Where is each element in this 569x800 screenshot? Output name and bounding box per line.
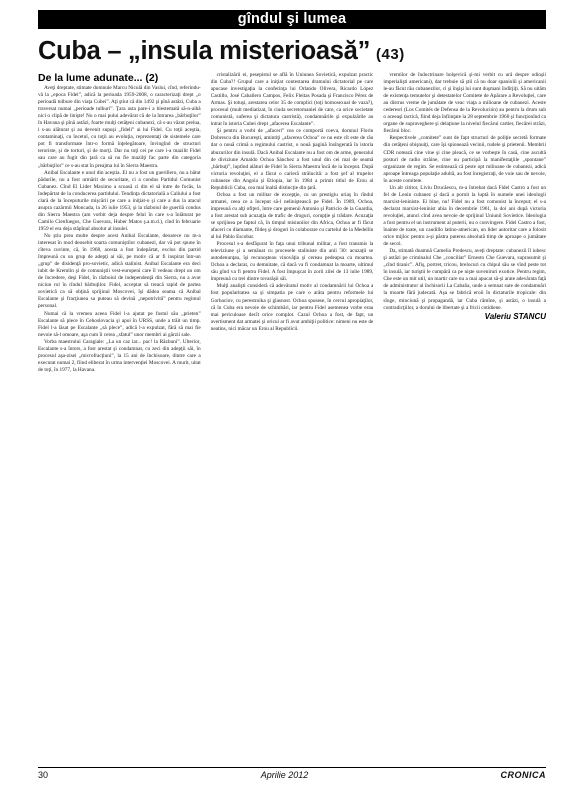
section-title: gîndul şi lumea <box>237 11 347 27</box>
paragraph: Procesul s-a desfăşurat în faţa unui tribunal militar, a fost transmis la televiziune şi a semănat cu procesele staliniste din anii '30: acuzaţii se autodenunţau, îşi recunoşteau vinovăţia şi cereau pedeapsa cu moartea. Ochoa a declarat, cu demnitate, că dacă va fi condamnat la moarte, ultimul său gînd va fi pentru Fidel. A fost împuşcat în zorii zilei de 13 iulie 1989, împreună cu trei dintre tovarăşii săi. <box>210 241 374 283</box>
article-headline <box>38 36 546 66</box>
page-number: 30 <box>38 770 49 780</box>
paragraph: Numai că la vremea aceea Fidel l-a ajutat pe fostul său „prieten” Escalante să plece în Cehoslovacia şi apoi în URSS, unde a trăit un timp. Fidel l-a lăsat pe Escalante „să plece”, adică l-a expulzat, fără să mai fie nevoie să-l omoare, aşa cum îi cerea „sfatul” unor membri ai gărzii sale. <box>38 310 201 338</box>
text-column-1 <box>38 72 201 756</box>
article-body <box>38 72 546 756</box>
issue-date: Aprilie 2012 <box>260 770 309 780</box>
paragraph: Anibal Escalante e unul din aceştia. El nu a fost un guerillero, nu a bătut pădurile, nu a fost urmărit de securitate, ci a condus Partidul Comunist Cubanez. Cînd El Lider Maximo a scoasă ci din el să intre de focăs, la îndepărtat de la conducerea partidului. Tendinţa dictatorială a Caliului a fost clară de la începuturile mişcării pe care a iniţiat-o şi care a dus la atacul asupra cazărmii Moncada, la 26 iulie 1953, şi la războiul de guerilă condus din Sierra Maestra (am vorbit deja despre felul în care s-a înlăturat pe Camilo Cienfuegos, Che Guevara, Huber Matos ş.a.m.d.), cînd în februarie 1959 el era deja stăpînul absolut al insulei. <box>38 169 201 232</box>
footer-divider <box>38 767 546 768</box>
paragraph: Şi pentru a vorbi de „afaceri” cea ce comportă coeva, domnul Florin Dobrescu din Bucureşti, amintiţi „afacerea Ochoa” ce nu este cît este de rău dar o nouă crimă a regimului castrist, o nouă pagină însîngerată în istoria abuzurilor din insulă. Dacă Anibal Escalante nu a fost om de arme, generalul de diviziune Arnaldo Ochoa Sánchez a fost unul din cei mai de seamă „bărbuţi”, luptînd alături de Fidel în Sierra Maestra încă de la început. După victoria revoluţiei, el a făcut o carieră strălucită: a fost şef al trupelor cubaneze din Angola şi Etiopia, iar în 1984 a primit titlul de Erou al Republicii Cuba, cea mai înaltă distincţie din ţară. <box>210 128 374 191</box>
text-column-2 <box>211 72 374 756</box>
paragraph: Un alt cititor, Liviu Drucăescu, m-a întrebat dacă Fidel Castro a fost un fel de Lenin cubanez şi dacă a pornit la luptă în numele unei ideologii marxist-leniniste. Ei bine, nu! Fidel nu a fost comunist la început; el s-a declarat marxist-leninist abia în decembrie 1961, la doi ani după victoria revoluţiei, atunci cînd avea nevoie de sprijinul Uniunii Sovietice. Ideologia a fost pentru el un instrument al puterii, nu o convingere. Fidel Castro a fost, înainte de toate, un caudillo latino-american, un lider autoritar care a folosit orice mijloc pentru a-şi păstra puterea absolută timp de aproape o jumătate de secol. <box>383 184 547 248</box>
text-column-3 <box>383 72 546 756</box>
paragraph: vremilor de îndoctrinare bolşevică şi-mi verbit cu urâ despre odioşii imperialişti americani), dar trebuie să ştii că nu doar spaniolii şi americanii le-au făcut rău cubanezilor, ci şi înşişi lui sunt duşmani îndîrjiţi. Să nu uităm de existenţa temutelor şi detestatelor Comitete de Apărare a Revoluţiei, care au distrus vreme de jumătate de veac viaţa a milioane de cubanezi. Aceste cederesri (Los Comités de Defensa de la Revolución) au pentru la drum sub o aceeaşi tactică, fiind deja înfiinţate la 28 septembrie 1960 şi funcţionînd ca organe de supraveghere şi delaţiune la nivelul fiecărui cartier, fiecărei străzi, fiecărui bloc. <box>383 72 547 135</box>
paragraph: Aveţi dreptate, stimate domnule Marcu Niculă din Vaslui, cînd, referindu-vă la „epoca Fidel”, adică la perioada 1959-2008, o caracterizaţi drept „o perioadă tulbure din viaţa Cubei”. Aţi ştiut că din 1492 şi pînă astăzi, Cuba a traversat numai „perioade tulburi”. Ţara asta pare-i a blestemată să-n-aibă nici o clipă de linişte! Nu o mai pului adevărat că de la întrarea „bărbuţilor” în Havana şi pînă astăzi, foarte mulţi cetăţeni cubanezi, că s-au văzut prelua, i s-au alăturat şi au devenit supuşi „fideli” ai lui Fidel. Cu toţii aceştia, contaminaţi, cu încetul, cu toţii au evoluţia, reprezentaţi de sistemele care pot fi transformate într-o formă înţelegătoare, învingînd de structuri teroriste, şi de torturi, şi de morţi. Dar nu toţi cei pe care i-a mazilit Fidel sau care au fugit din ţară ca să nu fie mazilţi fac parte din categoria „bărbuţilor” ce s-au stat în preajma lui în Sierra Maestra. <box>38 85 201 169</box>
paragraph: Mulţi analişti consideră că adevăratul motiv al condamnării lui Ochoa a fost popularitatea sa şi simpatia pe care o arăta pentru reformele lui Gorbaciov, cu perestroika şi glasnost. Ochoa spusese, în cercul apropiaţilor, că în Cuba era nevoie de schimbări, iar pentru Fidel asemenea vorbe erau mai periculoase decît orice complot. Cazul Ochoa a fost, de fapt, un avertisment dat armatei şi oricui ar fi avut ambiţii politice: nimeni nu este de neatins, nici măcar un Erou al Republicii. <box>210 283 374 332</box>
article-author: Valeriu STANCU <box>484 311 547 321</box>
article-subtitle: De la lume adunate... (2) <box>38 72 159 84</box>
paragraph: Ochoa a fost un militar de excepţie, cu un prestigiu uriaş în rîndul armatei, ceea ce a început să-l neliniştească pe Fidel. În 1989, Ochoa, împreună cu alţi ofiţeri, între care gemenii Antonio şi Patricio de la Guardia, a fost arestat sub acuzaţia de trafic de droguri, corupţie şi trădare. Acuzaţia se sprijinea pe faptul că, în timpul misiunilor din Africa, Ochoa ar fi făcut afaceri cu diamante, fildeş şi droguri în colaborare cu cartelul de la Medellín al lui Pablo Escobar. <box>210 191 374 241</box>
paragraph: Respectivele „comitete” sunt de fapt structuri de poliţie secretă formate din cetăţeni obişnuiţi, care îşi spionează vecinii, rudele şi prietenii. Membrii CDR notează cine vine şi cine pleacă, ce se vorbeşte în casă, cine ascultă posturi de radio străine, cine nu participă la manifestaţiile „spontane” organizate de regim. Se estimează că peste opt milioane de cubanezi, adică aproape întreaga populaţie adultă, au fost înregistraţi, de voie sau de nevoie, în aceste comitete. <box>383 135 547 184</box>
paragraph: cristalizării ei, pesepistul se află în Uniunea Sovietică, expulzat practic din Cuba?! Grupul care a iniţiat contestarea dramului dictatorial pe care apucase investigaţia la conferinţa lui Orlando Olivera, Ricardo López Castillo, José Caballero Campos, Felix Fleitas Posada şi Francisco Pérez de Armas. Şi totuşi, arestarea celor 35 de complici (toţi homosexual de vaza?), procesul (mult mediatizat, în ciuda secretomaniei de care, ca orice societate comunistă, suferea şi dictatura castristă), condamnările şi expulzările au intrat în istoria Cubei drept „afacerea Escalante”. <box>210 72 374 128</box>
paragraph: Vorba maestrului Caragiale: „La un caz iar... pac! la Răzbuni”. Ulterior, Escalante s-a întors, a fost arestat şi condamnat, cu zeci din adepţii săi, în procesul aşa-zisei „microfracţiuni”, la 15 ani de închisoare, dintre care a executat numai 2, fiind eliberat în urma intervenţiei Moscovei. A murit, uitat de toţi, în 1977, la Havana. <box>38 338 201 373</box>
article-title: Cuba – „insula misterioasă” <box>38 37 371 65</box>
magazine-name: CRONICA <box>500 770 546 780</box>
section-banner <box>38 10 546 29</box>
paragraph: Nu ştiu prea multe despre acest Anibal Escalante, deoarece nu m-a interesat în mod deosebit soarta comuniştilor cubanezi, dar vă pot spune în cîteva cuvinte, că, în 1968, acesta a fost îndepărtat, exclus din partid împreună cu un grup de adepţi ai săi, pe motiv că ar fi inspirat într-un „grup” de disidenţă pro-sovietic, adică stalinist. Anibal Escalante era deci iubit de Kremlin şi de comuniştii vest-europeni care îl vedeau drept un om de încredere, deşi Fidel, în războiul de independenţă din Sierra, nu a avut niciun rol în rîndul bărbuţilor. Fidel, acceptat să treacă rapid de partea sovietică ca să obţină sprijinul Moscovei, îşi dădea seama că Anibal Escalante şi fracţiunea sa puteau să devină „nepotrivită” pentru regimul personal. <box>38 232 201 310</box>
paragraph: Da, stimată doamnă Camelia Predescu, aveţi dreptate: cubanezii îl iubesc şi astăzi pe criminalul Che „conciliat” Ernesto Che Guevara, suprasumit şi „cînd tiranic”. Afiş, portret, tricou, brelocuri cu chipul său se vînd peste tot în insulă, iar turiştii le cumpără ca pe nişte suveniruri exotice. Pentru regim, Che este un mit util, un martir care nu a mai apucat să-şi arate adevărata faţă de administrator al închisorii La Cabaña, unde a semnat sute de condamnări la moarte fără judecată. Aşa se fabrică eroii în dictaturile tropicale: din sînge, minciună şi propagandă, iar Cuba rămîne, şi astăzi, o insulă a contradicţiilor, a dorului de libertate şi a fricii cotidiene. <box>383 248 547 311</box>
article-number: (43) <box>376 46 405 63</box>
